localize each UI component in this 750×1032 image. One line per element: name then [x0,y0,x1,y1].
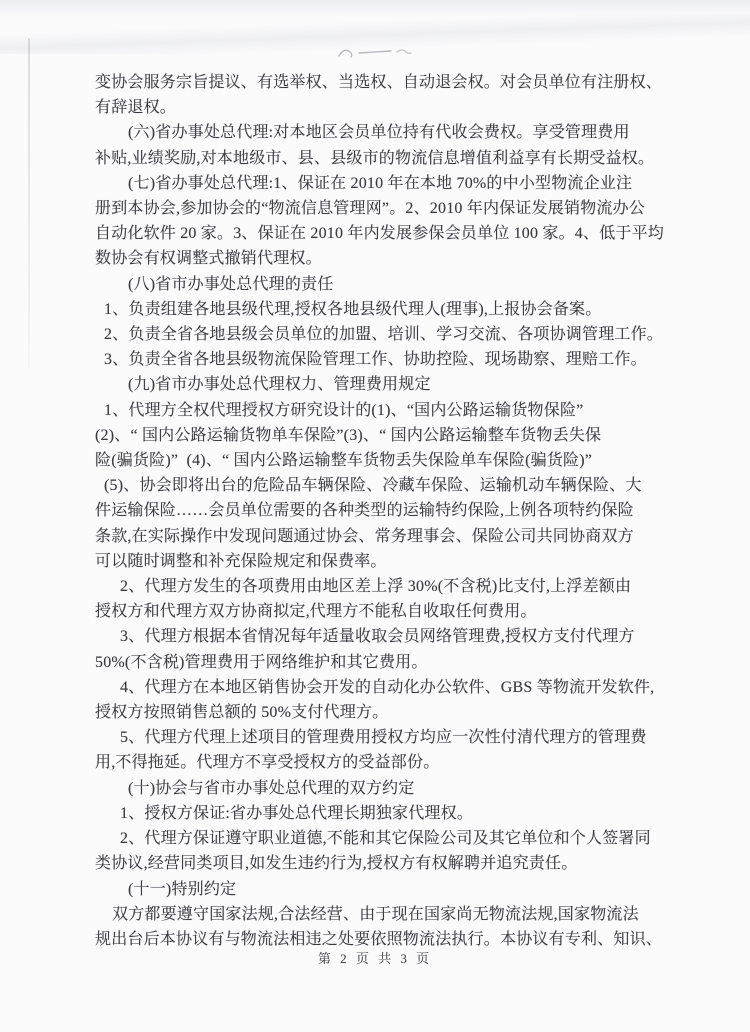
text-line: (七)省办事处总代理:1、保证在 2010 年在本地 70%的中小型物流企业注 [128,174,633,192]
text-line: 2、代理方发生的各项费用由地区差上浮 30%(不含税)比支付,上浮差额由 [120,578,632,596]
text-line: 授权方按照销售总额的 50%支付代理方。 [95,704,389,722]
text-line: 2、代理方保证遵守职业道德,不能和其它保险公司及其它单位和个人签署同 [120,830,651,848]
text-line: 可以随时调整和补充保险规定和保费率。 [95,552,387,570]
text-line: 条款,在实际操作中发现问题通过协会、常务理事会、保险公司共同协商双方 [95,527,634,545]
text-line: 自动化软件 20 家。3、保证在 2010 年内发展参保会员单位 100 家。4、低于平均 [95,225,665,243]
text-line: 规出台后本协议有与物流法相违之处要依照物流法执行。本协议有专利、知识、 [95,930,663,948]
text-line: 数协会有权调整式撤销代理权。 [95,250,322,268]
text-line: (六)省办事处总代理:对本地区会员单位持有代收会费权。享受管理费用 [128,124,630,142]
text-line: 4、代理方在本地区销售协会开发的自动化办公软件、GBS 等物流开发软件, [120,678,655,696]
scan-edge-line [28,38,30,368]
text-line: 1、授权方保证:省办事处总代理长期独家代理权。 [120,804,474,822]
text-line: 用,不得拖延。代理方不享受授权方的受益部份。 [95,754,440,772]
text-line: 有辞退权。 [95,99,177,117]
text-line: (十)协会与省市办事处总代理的双方约定 [128,779,415,797]
text-line: (十一)特别约定 [128,880,237,898]
text-line: 册到本协会,参加协会的“物流信息管理网”。2、2010 年内保证发展销物流办公 [95,200,646,218]
text-line: 3、代理方根据本省情况每年适量收取会员网络管理费,授权方支付代理方 [120,628,635,646]
text-line: 2、负责全省各地县级会员单位的加盟、培训、学习交流、各项协调管理工作。 [104,326,664,344]
document-text [95,70,667,952]
text-line: 1、负责组建各地县级代理,授权各地县级代理人(理事),上报协会备案。 [104,300,602,318]
text-line: (九)省市办事处总代理权力、管理费用规定 [128,376,431,394]
text-line: 5、代理方代理上述项目的管理费用授权方均应一次性付清代理方的管理费 [120,729,647,747]
text-line: (2)、“ 国内公路运输货物单车保险”(3)、“ 国内公路运输整车货物丢失保 [95,426,602,444]
text-line: (5)、协会即将出台的危险品车辆保险、冷藏车保险、运输机动车辆保险、大 [104,477,642,495]
text-line: 件运输保险……会员单位需要的各种类型的运输特约保险,上例各项特约保险 [95,502,634,520]
text-line: 3、负责全省各地县级物流保险管理工作、协助控险、现场勘察、理赔工作。 [104,351,647,369]
text-line: 授权方和代理方双方协商拟定,代理方不能私自收取任何费用。 [95,603,537,621]
pen-scribble-mark [333,40,423,64]
text-line: 双方都要遵守国家法规,合法经营、由于现在国家尚无物流法规,国家物流法 [112,905,639,923]
text-line: 1、代理方全权代理授权方研究设计的(1)、“国内公路运输货物保险” [104,401,584,419]
text-line: 50%(不含税)管理费用于网络维护和其它费用。 [95,653,428,671]
text-line: 险(骗货险)” (4)、“ 国内公路运输整车货物丢失保险单车保险(骗货险)” [95,452,593,470]
text-line: (八)省市办事处总代理的责任 [128,275,334,293]
text-line: 变协会服务宗旨提议、有选举权、当选权、自动退会权。对会员单位有注册权、 [95,74,663,91]
page-number: 第 2 页 共 3 页 [317,951,433,966]
text-line: 补贴,业绩奖励,对本地级市、县、县级市的物流信息增值利益享有长期受益权。 [95,149,655,167]
text-line: 类协议,经营同类项目,如发生违约行为,授权方有权解聘并追究责任。 [95,855,578,873]
